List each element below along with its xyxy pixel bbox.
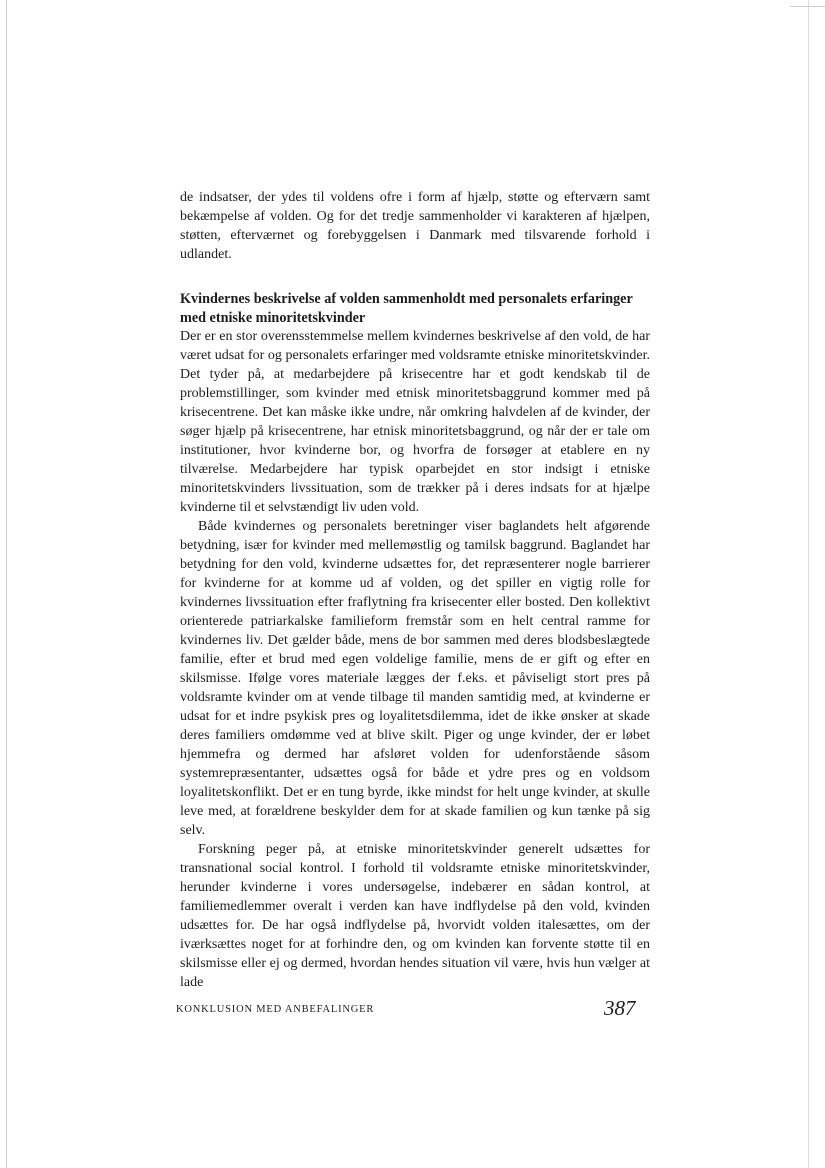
scan-edge-left [6, 0, 7, 1168]
page-number: 387 [604, 996, 636, 1020]
body-paragraph-1: Der er en stor overensstemmelse mellem kvindernes beskrivelse af den vold, de har været udsat for og personalets erfaringer med voldsramte etniske minoritetskvinder. Det tyder på, at medarbejdere på krisecentre har et godt kendskab til de problemstillinger, som kvinder med etnisk minoritetsbaggrund kommer med på krisecentrene. Det kan måske ikke undre, når omkring halvdelen af de kvinder, der søger hjælp på krisecentrene, har etnisk minoritetsbaggrund, og når der er tale om institutioner, hvor kvinderne bor, og hvorfra de forsøger at etablere en ny tilværelse. Medarbejdere har typisk oparbejdet en stor indsigt i etniske minoritetskvinders livssituation, som de trækker på i deres indsats for at hjælpe kvinderne til et selvstændigt liv uden vold. [180, 329, 650, 515]
scan-edge-right [808, 0, 809, 1168]
intro-paragraph-block [180, 188, 650, 264]
intro-paragraph: de indsatser, der ydes til voldens ofre i form af hjælp, støtte og efterværn samt bekæmpelse af volden. Og for det tredje sammenholder vi karakteren af hjælpen, støtten, efterværnet og forebyggelsen i Danmark med tilsvarende forhold i udlandet. [180, 190, 650, 262]
scan-edge-top [790, 6, 825, 7]
body-paragraph-3: Forskning peger på, at etniske minoritetskvinder generelt udsættes for transnational social kontrol. I forhold til voldsramte etniske minoritetskvinder, herunder kvinderne i vores undersøgelse, indebærer en sådan kontrol, at familiemedlemmer overalt i verden kan have indflydelse på den vold, kvinden udsættes for. De har også indflydelse på, hvorvidt volden italesættes, om der iværksættes noget for at forhindre den, og om kvinden kan forvente støtte til en skilsmisse eller ej og dermed, hvordan hendes situation vil være, hvis hun vælger at lade [180, 842, 650, 990]
running-footer-title: KONKLUSION MED ANBEFALINGER [176, 1004, 375, 1015]
section-heading: Kvindernes beskrivelse af volden sammenholdt med personalets erfaringer med etniske minoritetskvinder [180, 291, 633, 326]
body-paragraph-2: Både kvindernes og personalets beretninger viser baglandets helt afgørende betydning, især for kvinder med mellemøstlig og tamilsk baggrund. Baglandet har betydning for den vold, kvinderne udsættes for, det repræsenterer nogle barrierer for kvinderne for at komme ud af volden, og det spiller en vigtig rolle for kvindernes livssituation efter fraflytning fra krisecenter eller bosted. Den kollektivt orienterede patriarkalske familieform fremstår som en helt central ramme for kvindernes liv. Det gælder både, mens de bor sammen med deres blodsbeslægtede familie, efter et brud med egen voldelige familie, mens de er gift og efter en skilsmisse. Ifølge vores materiale lægges der f.eks. et påviseligt stort pres på voldsramte kvinder om at vende tilbage til manden samtidig med, at kvinderne er udsat for et indre psykisk pres og loyalitetsdilemma, idet de ikke ønsker at skade deres familiers omdømme ved at blive skilt. Piger og unge kvinder, der er løbet hjemmefra og dermed har afsløret volden for udenforstående såsom systemrepræsentanter, udsættes også for både et ydre pres og en voldsom loyalitetskonflikt. Det er en tung byrde, ikke mindst for helt unge kvinder, at skulle leve med, at forældrene beskylder dem for at skade familien og kun tænke på sig selv. [180, 519, 650, 838]
section-body [180, 327, 650, 992]
